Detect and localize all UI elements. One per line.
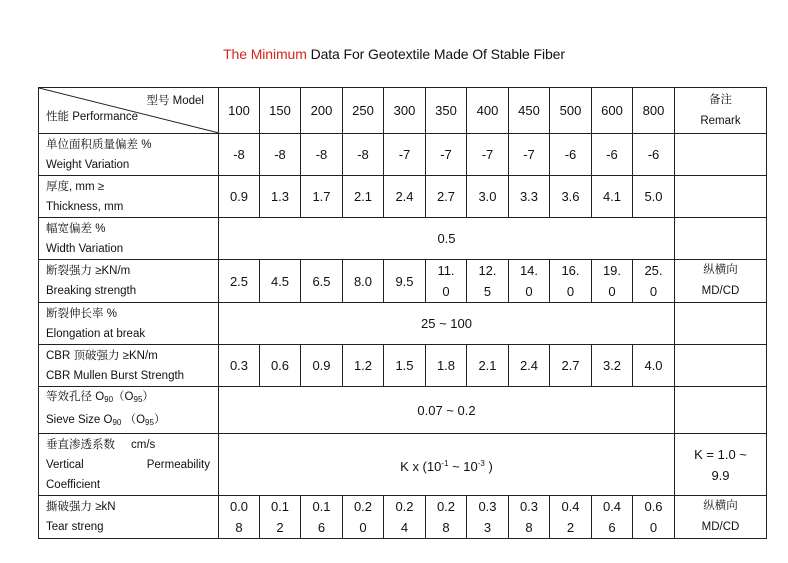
title-rest: Data For Geotextile Made Of Stable Fiber [306,46,565,62]
label-part: Permeability [146,458,210,471]
value-cell: 2.4 [384,176,426,218]
model-header: 800 [633,88,675,134]
value-cell: 9.5 [384,260,426,303]
model-header: 100 [219,88,260,134]
value-part: K x (10 [400,458,442,474]
remark-cell [675,345,767,387]
row-label [39,496,219,539]
value-cell: 3.6 [550,176,592,218]
value-cell: 5.0 [633,176,675,218]
value-part: 3 [483,520,492,535]
label-part: 垂直渗透系数 [46,438,115,451]
label-en: Elongation at break [46,327,146,340]
value-cell: 2.7 [426,176,467,218]
value-cell: -6 [550,134,592,176]
value-cell: -7 [509,134,550,176]
model-header: 400 [467,88,509,134]
value-cell [592,496,633,539]
label-part: Vertical [46,458,84,471]
value-part: 16. [561,263,580,278]
value-cell: 1.5 [384,345,426,387]
model-header: 150 [260,88,301,134]
row-label [39,434,219,496]
value-cell: 3.2 [592,345,633,387]
value-cell: -8 [260,134,301,176]
value-cell: 8.0 [343,260,384,303]
value-part: 0 [359,520,367,535]
label-en [46,410,218,433]
value-part: 0.2 [353,499,373,514]
value-cell: 1.2 [343,345,384,387]
value-part: 0.3 [519,499,539,514]
remark-en: MD/CD [701,285,740,297]
value-part: 25. [644,263,663,278]
value-cell [260,496,301,539]
value-cell [467,260,509,303]
value-superscript: -1 [441,458,449,468]
row-width [39,218,767,260]
label-part: Sieve Size O [46,414,113,426]
value-part: 0 [442,284,450,299]
value-part: 0 [608,284,616,299]
value-cell [219,496,260,539]
value-part: 0.2 [436,499,456,514]
remark-en: MD/CD [701,521,740,533]
title-highlight: The Minimum [223,46,307,62]
value-part: ) [484,458,493,474]
row-label [39,176,219,218]
model-label: 型号 Model [146,95,204,107]
row-label [39,387,219,434]
value-part: 0.1 [312,499,331,514]
value-part: 0.1 [270,499,290,514]
value-cell: 0.6 [260,345,301,387]
value-cell [384,496,426,539]
value-cell [426,260,467,303]
value-cell: -8 [301,134,343,176]
remark-line: K = 1.0 ~ [694,446,747,462]
row-label [39,218,219,260]
value-cell: 4.5 [260,260,301,303]
label-subscript: 95 [145,418,154,427]
row-weight [39,134,767,176]
value-part: 8 [235,520,243,535]
label-cn: CBR 顶破强力 ≥KN/m [46,349,158,362]
value-part: 4 [400,520,409,535]
value-part: 0.4 [561,499,580,514]
label-en: Weight Variation [46,158,130,171]
value-cell [509,496,550,539]
value-cell [633,260,675,303]
row-elongation [39,303,767,345]
label-cn: 断裂强力 ≥KN/m [46,265,131,277]
value-cell: 2.1 [343,176,384,218]
value-cell: -6 [592,134,633,176]
row-label [39,260,219,303]
value-cell [467,496,509,539]
remark-cell [675,134,767,176]
merged-value-cell [219,434,675,496]
label-en: Tear streng [46,521,104,533]
model-header: 300 [384,88,426,134]
header-diagonal-cell [39,88,219,134]
label-part: 等效孔径 O [46,391,105,403]
model-header: 450 [509,88,550,134]
value-part: 8 [442,520,450,535]
merged-value-cell: 0.07 ~ 0.2 [219,387,675,434]
model-header: 250 [343,88,384,134]
value-superscript: -3 [477,458,485,468]
value-cell: -7 [384,134,426,176]
row-permeability [39,434,767,496]
value-cell: -8 [219,134,260,176]
merged-value-cell: 25 ~ 100 [219,303,675,345]
value-cell [301,496,343,539]
row-label [39,303,219,345]
value-cell [550,260,592,303]
value-part: 0 [525,284,533,299]
value-cell [633,496,675,539]
remark-en: Remark [700,114,741,127]
label-cn: 幅宽偏差 % [46,222,106,235]
value-cell: 1.7 [301,176,343,218]
value-cell: -8 [343,134,384,176]
value-cell: 4.0 [633,345,675,387]
value-cell: 0.3 [219,345,260,387]
label-subscript: 90 [112,418,122,427]
value-part: 11. [437,263,455,278]
label-unit: cm/s [130,438,156,451]
value-part: 14. [519,263,539,278]
value-cell: 2.4 [509,345,550,387]
value-part: 0.2 [395,499,414,514]
label-subscript: 95 [133,395,143,404]
remark-cn: 纵横向 [703,264,738,276]
remark-header [675,88,767,134]
label-part: （O [121,414,146,426]
label-en: Breaking strength [46,285,137,297]
model-header: 200 [301,88,343,134]
value-part: 6 [608,520,616,535]
page-title [0,46,788,62]
merged-value-cell: 0.5 [219,218,675,260]
label-cn [46,435,218,455]
remark-cell [675,496,767,539]
label-cn: 撕破强力 ≥kN [46,501,116,513]
label-part: （O [113,391,134,403]
remark-cell [675,218,767,260]
row-breaking [39,260,767,303]
label-subscript: 90 [104,395,114,404]
value-cell: 0.9 [219,176,260,218]
value-part: 0 [649,520,658,535]
label-en: CBR Mullen Burst Strength [46,369,185,382]
remark-cell [675,260,767,303]
row-tear [39,496,767,539]
value-part: 19. [602,263,622,278]
label-part: ） [153,414,166,426]
model-header: 500 [550,88,592,134]
label-cn: 单位面积质量偏差 % [46,138,152,151]
row-cbr [39,345,767,387]
value-cell: -7 [426,134,467,176]
label-cn [46,387,218,410]
value-part: 6 [317,520,326,535]
value-cell: 1.8 [426,345,467,387]
value-cell: 2.7 [550,345,592,387]
value-part: 0 [566,284,575,299]
value-cell [343,496,384,539]
remark-cn: 备注 [709,93,732,106]
value-part: 5 [483,284,492,299]
value-part: 12. [478,263,497,278]
row-thickness [39,176,767,218]
remark-cell [675,434,767,496]
value-cell: 2.5 [219,260,260,303]
label-cn: 厚度, mm ≥ [46,180,105,193]
value-cell [592,260,633,303]
label-cn: 断裂伸长率 % [46,307,117,320]
value-cell: 6.5 [301,260,343,303]
row-sieve [39,387,767,434]
row-label [39,345,219,387]
value-cell: 2.1 [467,345,509,387]
value-part: 0.3 [478,499,497,514]
remark-line: 9.9 [711,467,730,483]
value-part: 8 [525,520,533,535]
label-part: ） [142,391,154,403]
model-header: 350 [426,88,467,134]
value-part: ~ 10 [448,458,478,474]
value-cell [550,496,592,539]
value-cell: 3.3 [509,176,550,218]
value-cell [509,260,550,303]
label-en [46,455,218,475]
value-cell: -7 [467,134,509,176]
label-en-cont: Coefficient [46,478,101,491]
remark-cell [675,387,767,434]
value-cell [426,496,467,539]
spec-table [38,87,767,539]
value-cell: 4.1 [592,176,633,218]
value-part: 0.6 [644,499,663,514]
value-cell: 1.3 [260,176,301,218]
value-cell: 0.9 [301,345,343,387]
value-part: 0.4 [602,499,622,514]
label-en: Thickness, mm [46,200,124,213]
header-row [39,88,767,134]
value-cell: -6 [633,134,675,176]
value-part: 0 [649,284,658,299]
value-part: 0.0 [229,499,249,514]
remark-cell [675,303,767,345]
remark-cell [675,176,767,218]
model-header: 600 [592,88,633,134]
row-label [39,134,219,176]
value-cell: 3.0 [467,176,509,218]
performance-label: 性能 Performance [46,111,139,123]
label-en: Width Variation [46,242,124,255]
remark-cn: 纵横向 [703,500,738,512]
value-part: 2 [566,520,575,535]
value-part: 2 [276,520,284,535]
